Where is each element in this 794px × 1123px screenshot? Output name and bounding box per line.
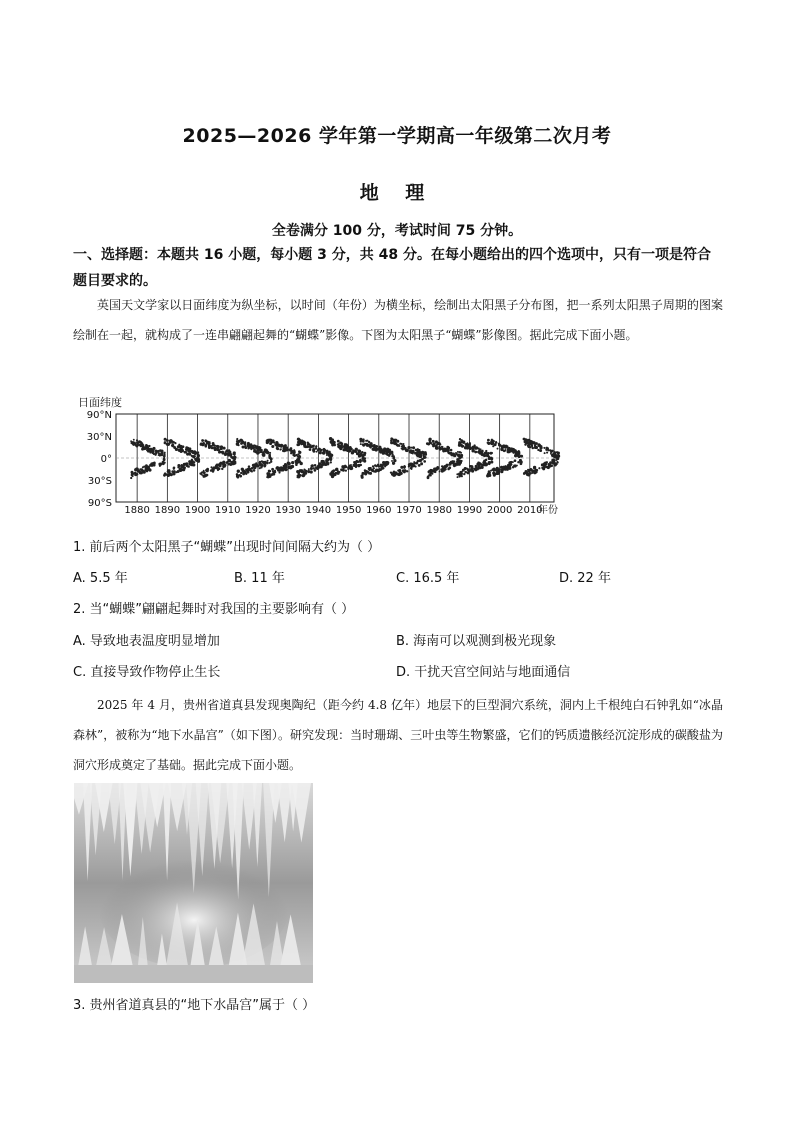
butterfly-diagram-figure <box>74 392 574 520</box>
x-tick-label: 1980 <box>426 505 452 516</box>
x-tick-label: 1940 <box>305 505 332 516</box>
q1-option-c[interactable]: C. 16.5 年 <box>396 571 460 586</box>
q1-option-d[interactable]: D. 22 年 <box>559 571 611 586</box>
question-3-stem: 3. 贵州省道真县的“地下水晶宫”属于（ ） <box>73 998 316 1013</box>
q1-option-b[interactable]: B. 11 年 <box>234 571 285 586</box>
x-tick-label: 2000 <box>486 505 513 516</box>
exam-info: 全卷满分 100 分，考试时间 75 分钟。 <box>271 223 523 239</box>
y-tick-label: 30°N <box>86 432 112 443</box>
y-tick-label: 30°S <box>87 476 112 487</box>
x-tick-label: 1910 <box>215 505 241 516</box>
x-tick-label: 1950 <box>335 505 362 516</box>
crystal-cave-photo <box>74 783 313 983</box>
y-tick-label: 90°N <box>86 410 112 421</box>
y-tick-label: 90°S <box>87 498 112 509</box>
section-heading: 一、选择题：本题共 16 小题，每小题 3 分，共 48 分。在每小题给出的四个选项中，只有一项是符合题目要求的。 <box>73 247 711 289</box>
x-tick-label: 1930 <box>275 505 301 516</box>
x-tick-label: 1900 <box>184 505 211 516</box>
exam-title: 2025—2026 学年第一学期高一年级第二次月考 <box>182 125 612 147</box>
figure-ylabel: 日面纬度 <box>78 396 122 409</box>
x-tick-label: 1990 <box>456 505 483 516</box>
figure-xunit: 年份 <box>538 505 558 516</box>
question-1-stem: 1. 前后两个太阳黑子“蝴蝶”出现时间间隔大约为（ ） <box>73 540 381 555</box>
q2-option-b[interactable]: B. 海南可以观测到极光现象 <box>396 634 557 649</box>
q2-option-c[interactable]: C. 直接导致作物停止生长 <box>73 665 221 680</box>
passage-sunspot: 英国天文学家以日面纬度为纵坐标，以时间（年份）为横坐标，绘制出太阳黑子分布图，把一系列太阳黑子周期的图案绘制在一起，就构成了一连串翩翩起舞的“蝴蝶”影像。下图为太阳黑子“蝴蝶”影像图。据此完成下面小题。 <box>73 298 723 342</box>
q1-option-a[interactable]: A. 5.5 年 <box>73 571 128 586</box>
x-tick-label: 1920 <box>245 505 271 516</box>
q2-option-a[interactable]: A. 导致地表温度明显增加 <box>73 634 220 649</box>
x-tick-label: 1880 <box>124 505 150 516</box>
y-tick-label: 0° <box>100 454 112 465</box>
x-tick-label: 2010 <box>517 505 543 516</box>
exam-subject: 地 理 <box>359 182 435 204</box>
x-tick-label: 1890 <box>154 505 181 516</box>
passage-cave: 2025 年 4 月，贵州省道真县发现奥陶纪（距今约 4.8 亿年）地层下的巨型洞穴系统，洞内上千根纯白石钟乳如“冰晶森林”，被称为“地下水晶宫”（如下图）。研究发现：当时珊瑚、三叶虫等生物繁盛，它们的钙质遗骸经沉淀形成的碳酸盐为洞穴形成奠定了基础。据此完成下面小题。 <box>73 698 723 772</box>
x-tick-label: 1960 <box>366 505 392 516</box>
question-2-stem: 2. 当“蝴蝶”翩翩起舞时对我国的主要影响有（ ） <box>73 602 355 617</box>
x-tick-label: 1970 <box>396 505 422 516</box>
q2-option-d[interactable]: D. 干扰天宫空间站与地面通信 <box>396 665 571 680</box>
